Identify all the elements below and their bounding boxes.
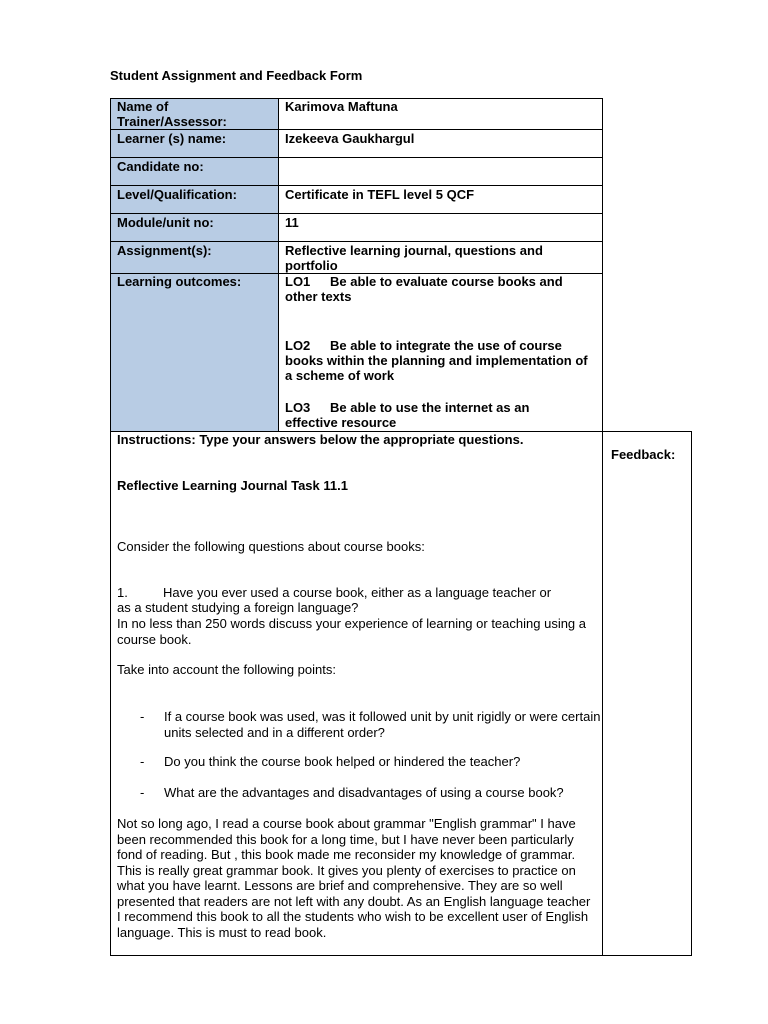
module-value: 11: [285, 215, 299, 230]
learning-outcome: [285, 338, 597, 383]
question-text-cont: as a student studying a foreign language?: [117, 600, 359, 615]
module-label: Module/unit no:: [117, 215, 214, 230]
lo-code: LO3: [285, 400, 311, 415]
instructions-text: Instructions: Type your answers below the appropriate questions.: [117, 432, 524, 447]
point-text: What are the advantages and disadvantages of using a course book?: [164, 785, 564, 800]
intro-text: Consider the following questions about course books:: [117, 539, 425, 554]
value-cell: [278, 157, 603, 186]
form-title: Student Assignment and Feedback Form: [110, 68, 363, 83]
assignment-label: Assignment(s):: [117, 243, 212, 258]
point-text: If a course book was used, was it followed unit by unit rigidly or were certain units selected and in a different order?: [164, 709, 601, 740]
learner-value: Izekeeva Gaukhargul: [285, 131, 415, 146]
label-cell: [110, 273, 279, 432]
trainer-value: Karimova Maftuna: [285, 99, 398, 114]
level-value: Certificate in TEFL level 5 QCF: [285, 187, 475, 202]
lo-text: Be able to integrate the use of course books within the planning and implementation of a scheme of work: [285, 338, 588, 383]
answer-text: Not so long ago, I read a course book about grammar "English grammar" I have been recommended this book for a long time, but I have never been particularly fond of reading. But , this book made me reconsider my knowledge of grammar. This is really great grammar book. It gives you plenty of exercises to practice on what you have learnt. Lessons are brief and comprehensive. They are so well presented that readers are not left with any doubt. As an English language teacher I recommend this book to all the students who wish to be excellent user of English language. This is must to read book.: [117, 816, 591, 940]
assignment-value: Reflective learning journal, questions and portfolio: [285, 243, 543, 273]
word-count-instruction: In no less than 250 words discuss your experience of learning or teaching using a course book.: [117, 616, 587, 647]
lo-code: LO2: [285, 338, 311, 353]
feedback-label: Feedback:: [611, 447, 676, 462]
level-label: Level/Qualification:: [117, 187, 237, 202]
bullet-dash: -: [140, 785, 145, 800]
learning-outcome: [285, 274, 597, 304]
lo-text: Be able to evaluate course books and other texts: [285, 274, 563, 304]
lo-text: Be able to use the internet as an effective resource: [285, 400, 530, 430]
learner-label: Learner (s) name:: [117, 131, 227, 146]
point-text: Do you think the course book helped or hindered the teacher?: [164, 754, 521, 769]
bullet-dash: -: [140, 709, 145, 724]
question-text: Have you ever used a course book, either as a language teacher or: [163, 585, 552, 600]
lo-code: LO1: [285, 274, 311, 289]
question-number: 1.: [117, 585, 128, 600]
trainer-label: Name of Trainer/Assessor:: [117, 99, 227, 129]
task-heading: Reflective Learning Journal Task 11.1: [117, 478, 348, 493]
outcomes-label: Learning outcomes:: [117, 274, 242, 289]
bullet-dash: -: [140, 754, 145, 769]
feedback-cell: [602, 431, 692, 956]
points-intro: Take into account the following points:: [117, 662, 336, 677]
learning-outcome: [285, 400, 575, 430]
candidate-label: Candidate no:: [117, 159, 204, 174]
